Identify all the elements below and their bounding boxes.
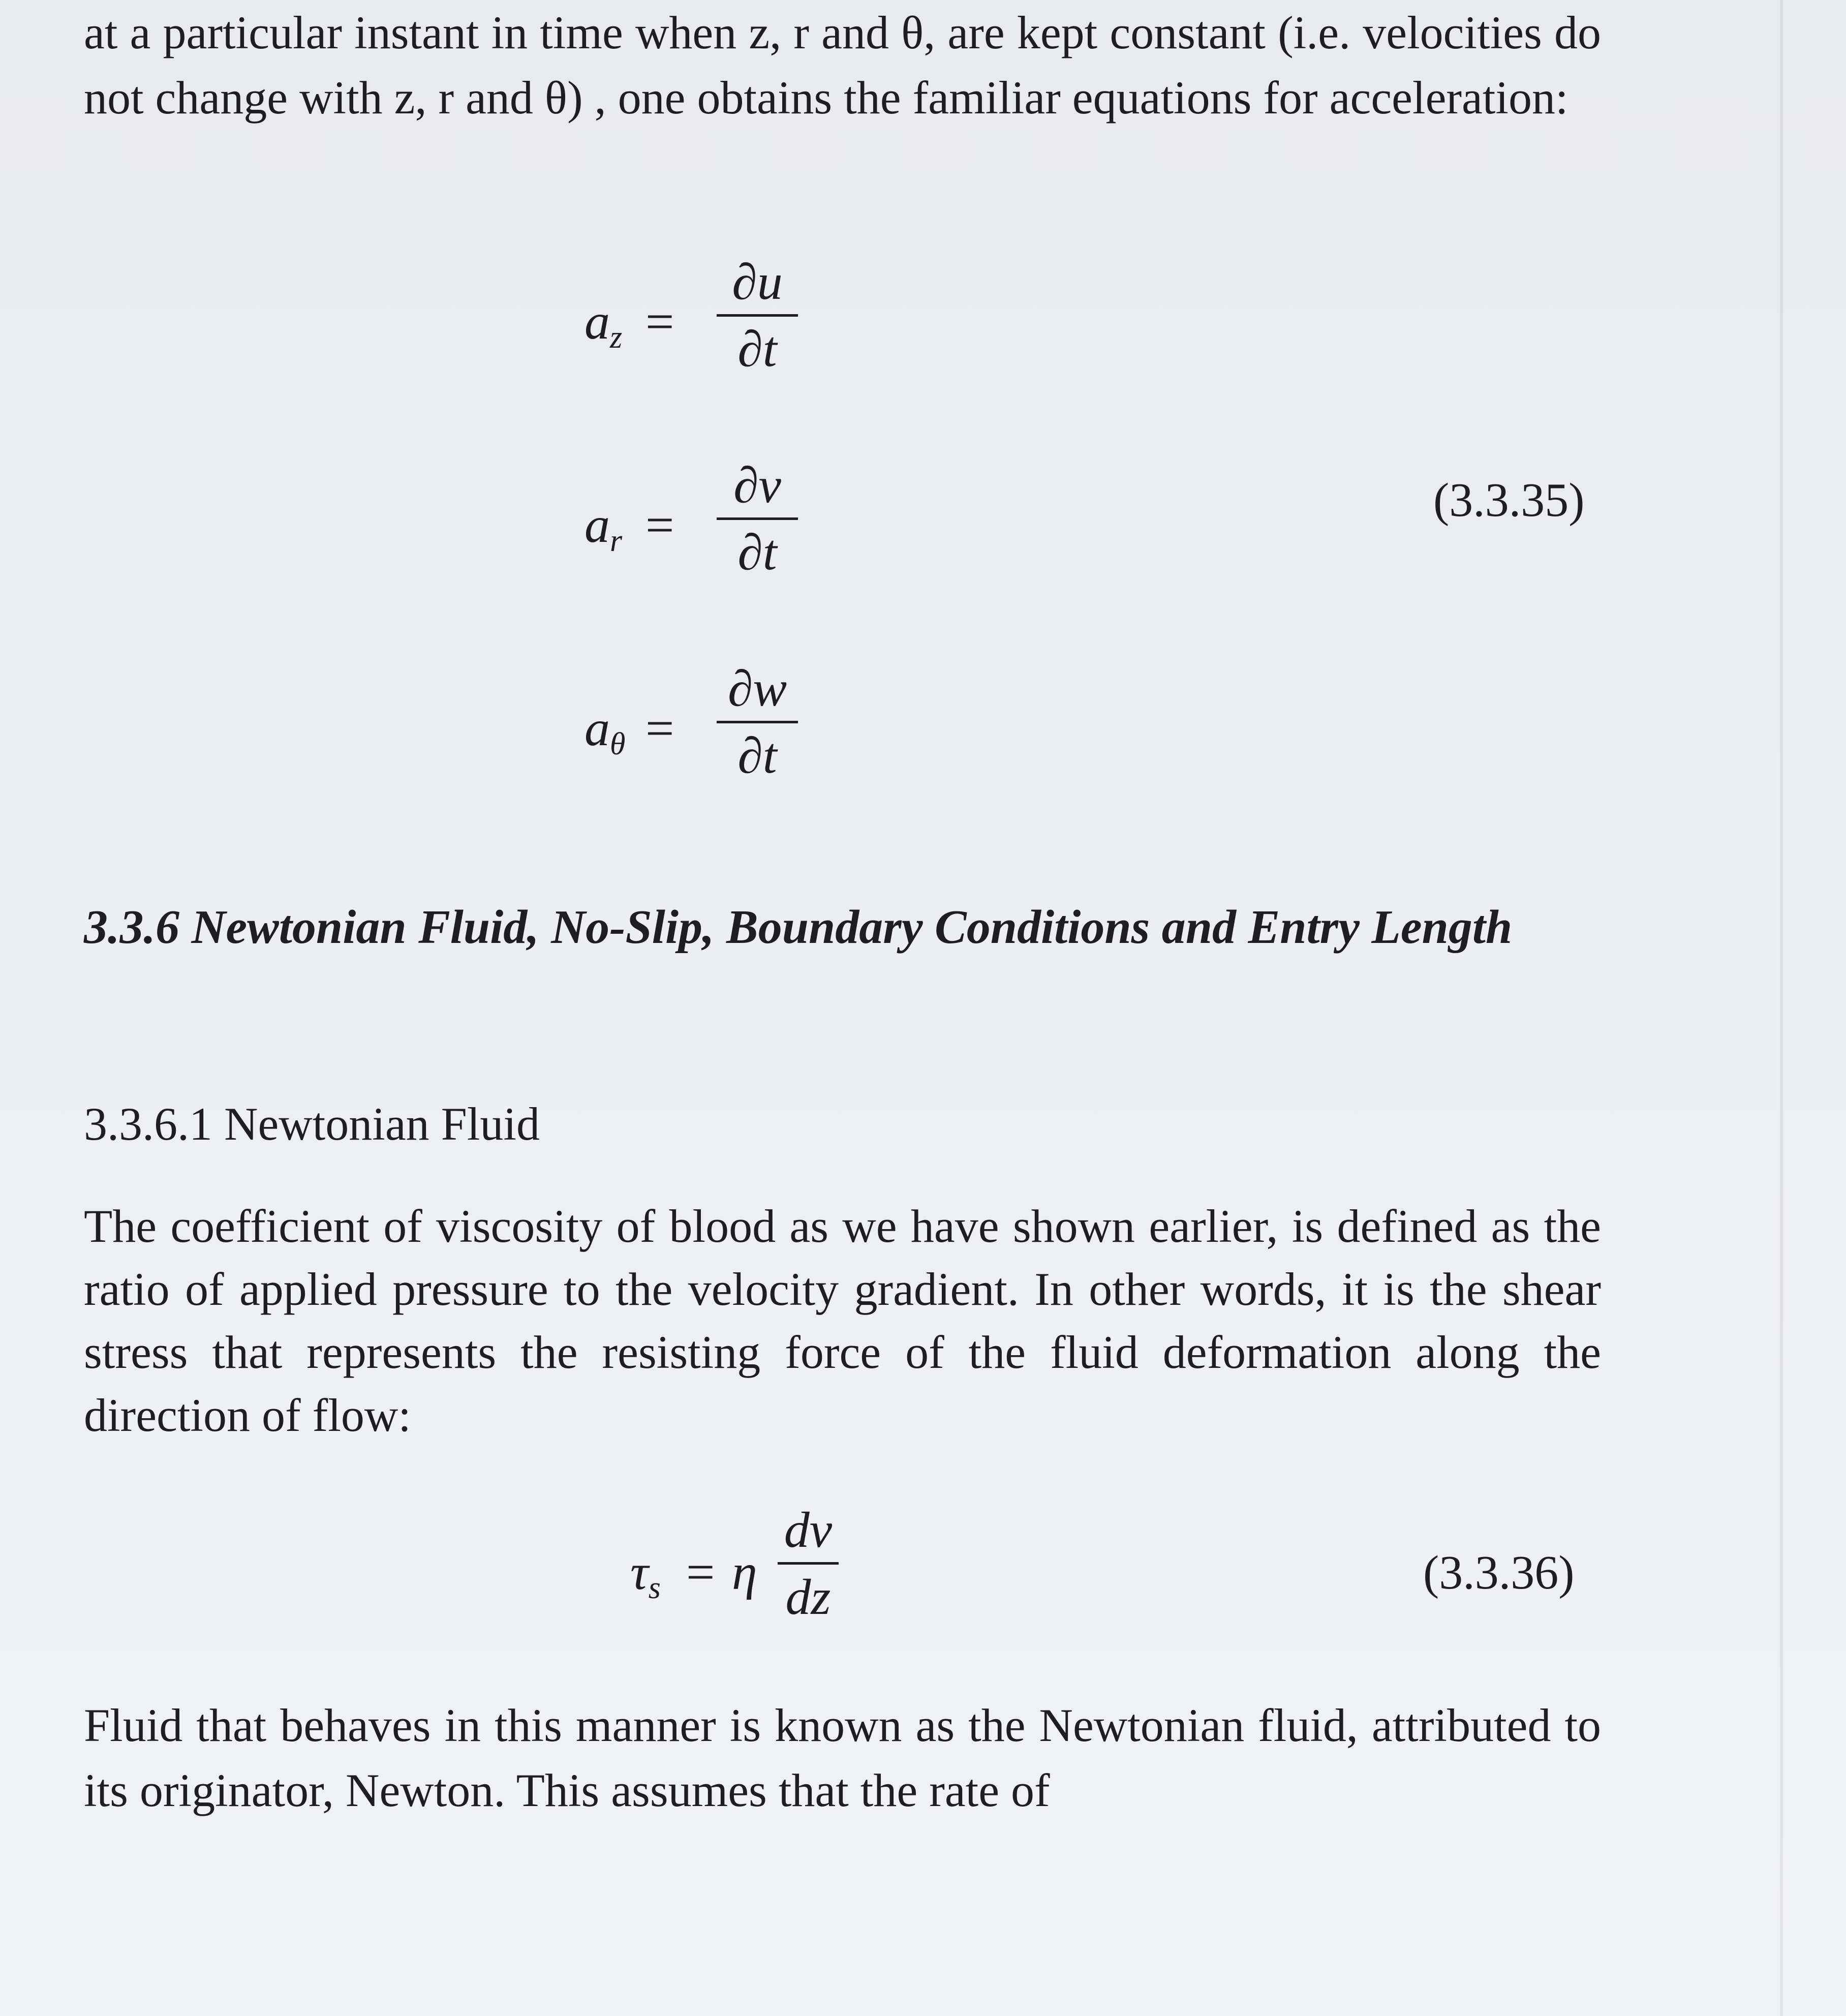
equation-equals: =: [645, 700, 674, 756]
equation-lhs: $\tau_s$: [630, 1544, 661, 1605]
fraction-denominator: ∂t: [737, 524, 777, 581]
equation-lhs: $a_\theta$: [584, 700, 626, 761]
intro-paragraph: at a particular instant in time when z, r and θ, are kept constant (i.e. velocities do not change with z, r and θ) , one obtains the familiar equations for acceleration:: [84, 7, 1601, 124]
subsection-heading: 3.3.6.1 Newtonian Fluid: [84, 1098, 540, 1150]
viscosity-paragraph: The coefficient of viscosity of blood as we have shown earlier, is defined as the ratio of applied pressure to the velocity gradient. In other words, it is the shear stress that represents the resisting force of the fluid deformation along the direction of flow:: [84, 1200, 1601, 1441]
fraction-denominator: dz: [785, 1569, 831, 1625]
fraction-numerator: dv: [784, 1502, 833, 1558]
equation-equals: =: [645, 497, 674, 553]
fraction-denominator: ∂t: [737, 321, 777, 377]
equation-equals: =: [645, 293, 674, 350]
equation-number-3-3-35: (3.3.35): [1433, 474, 1585, 527]
page-edge: [1780, 0, 1783, 2016]
fraction-bar: [717, 314, 798, 317]
fraction-bar: [778, 1562, 839, 1565]
section-heading: 3.3.6 Newtonian Fluid, No-Slip, Boundary Conditions and Entry Length: [84, 901, 1513, 954]
fraction-bar: [717, 517, 798, 520]
equation-lhs: $a_z$: [584, 293, 623, 355]
fraction-bar: [717, 721, 798, 723]
fraction-numerator: ∂v: [733, 457, 781, 513]
equation-coefficient: η: [732, 1544, 757, 1600]
newtonian-paragraph: Fluid that behaves in this manner is known as the Newtonian fluid, attributed to its originator, Newton. This assumes that the rate of: [84, 1699, 1601, 1816]
equation-equals: =: [686, 1544, 715, 1600]
fraction-numerator: ∂u: [732, 254, 783, 310]
equation-number-3-3-36: (3.3.36): [1423, 1546, 1575, 1599]
fraction-numerator: ∂w: [727, 660, 787, 717]
fraction-denominator: ∂t: [737, 727, 777, 784]
equation-lhs: $a_r$: [584, 497, 623, 558]
